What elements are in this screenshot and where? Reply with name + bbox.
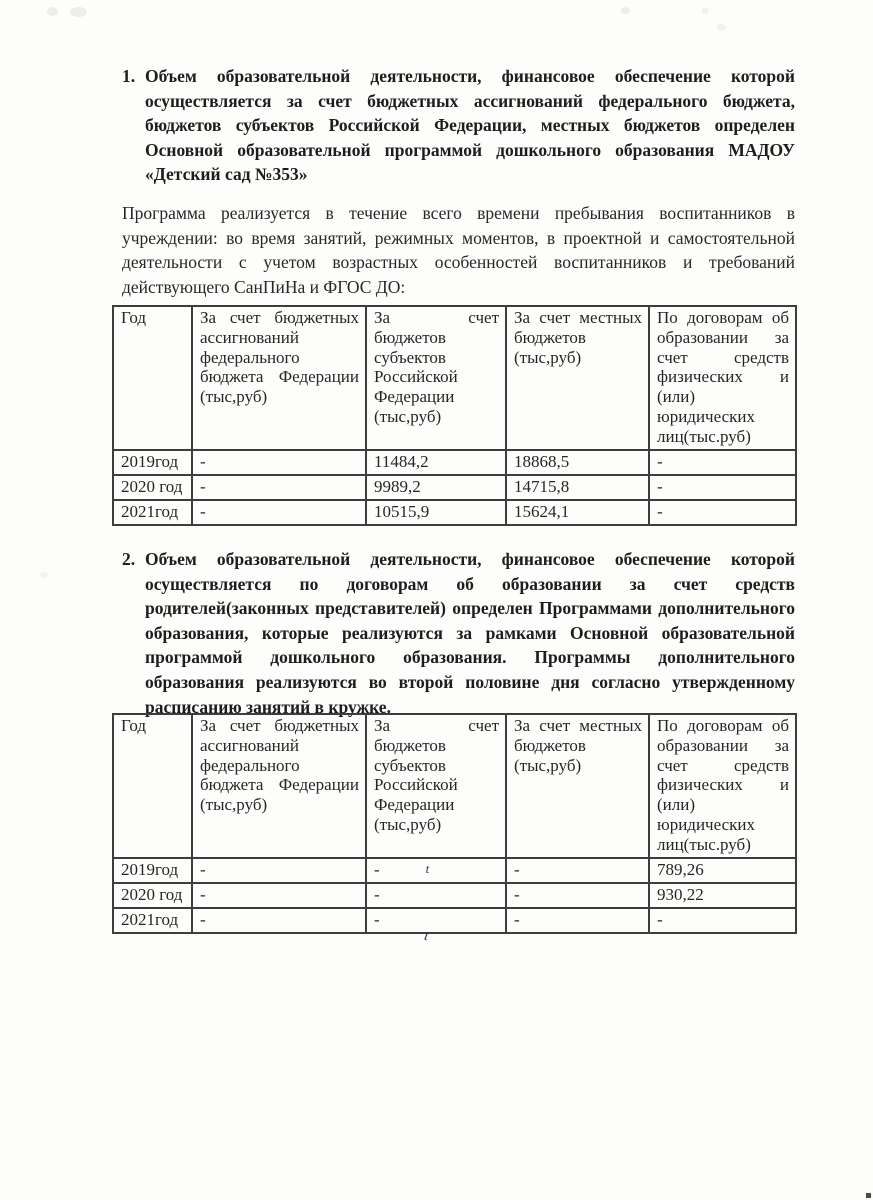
table-cell: -: [366, 908, 506, 933]
ink-mark: ι: [422, 927, 430, 945]
table-row: [113, 475, 796, 500]
scan-smudge: [40, 572, 48, 578]
column-header-contract-funds: По договорам об образовании за счет средств физических и (или) юридических лиц(тыс.руб): [649, 714, 796, 858]
scan-smudge: [702, 8, 709, 14]
column-header-federal-budget: За счет бюджетных ассигнований федерального бюджета Федерации (тыс,руб): [192, 306, 366, 450]
column-header-contract-funds: По договорам об образовании за счет средств физических и (или) юридических лиц(тыс.руб): [649, 306, 796, 450]
table-cell: -: [192, 858, 366, 883]
table-cell: -: [192, 475, 366, 500]
table-cell: -: [506, 908, 649, 933]
numbered-paragraph-1: [122, 64, 795, 187]
table-cell: -: [506, 883, 649, 908]
column-header-year: Год: [113, 714, 192, 858]
scan-corner-artifact: [866, 1193, 871, 1198]
table-row: [113, 858, 796, 883]
table-cell: -: [192, 500, 366, 525]
table-row: [113, 500, 796, 525]
year-cell: 2020 год: [113, 475, 192, 500]
table-cell: -: [506, 858, 649, 883]
table-cell: -: [192, 908, 366, 933]
paragraph-number: 2.: [122, 549, 136, 569]
table-row: [113, 883, 796, 908]
table-cell: 14715,8: [506, 475, 649, 500]
paragraph-text: Объем образовательной деятельности, финансовое обеспечение которой осуществляется за счет бюджетных ассигнований федерального бюджета, бюджетов субъектов Российской Федерации, местных бюджетов определен Основной образовательной программой дошкольного образования МАДОУ «Детский сад №353»: [145, 66, 795, 185]
table-header-row: [113, 714, 796, 858]
numbered-paragraph-2: [122, 547, 795, 719]
table-cell: -: [192, 450, 366, 475]
scan-smudge: [70, 7, 87, 17]
column-header-federal-budget: За счет бюджетных ассигнований федерального бюджета Федерации (тыс,руб): [192, 714, 366, 858]
table-row: [113, 450, 796, 475]
table-cell: -: [649, 500, 796, 525]
intro-paragraph: Программа реализуется в течение всего времени пребывания воспитанников в учреждении: во время занятий, режимных моментов, в проектной и самостоятельной деятельности с учетом возрастных особенностей воспитанников и требований действующего СанПиНа и ФГОС ДО:: [122, 203, 795, 297]
year-cell: 2020 год: [113, 883, 192, 908]
column-header-local-budget: За счет местных бюджетов (тыс,руб): [506, 714, 649, 858]
table-cell: 15624,1: [506, 500, 649, 525]
table-cell: 9989,2: [366, 475, 506, 500]
table-cell: -: [649, 908, 796, 933]
column-header-regional-budget: За счет бюджетов субъектов Российской Федерации (тыс,руб): [366, 306, 506, 450]
table-row: [113, 908, 796, 933]
table-cell: 789,26: [649, 858, 796, 883]
paragraph-number: 1.: [122, 66, 136, 86]
paragraph-text: Объем образовательной деятельности, финансовое обеспечение которой осуществляется по договорам об образовании за счет средств родителей(законных представителей) определен Программами дополнительного образования, которые реализуются за рамками Основной образовательной программой дошкольного образования. Программы дополнительного образования реализуются во второй половине дня согласно утвержденному расписанию занятий в кружке.: [145, 549, 795, 717]
column-header-local-budget: За счет местных бюджетов (тыс,руб): [506, 306, 649, 450]
funding-table-2: [112, 713, 797, 934]
table-cell: 10515,9: [366, 500, 506, 525]
scan-smudge: [47, 7, 58, 16]
table-cell: -: [192, 883, 366, 908]
column-header-regional-budget: За счет бюджетов субъектов Российской Федерации (тыс,руб): [366, 714, 506, 858]
table-cell: -: [649, 475, 796, 500]
table-cell: -: [649, 450, 796, 475]
table-cell: 930,22: [649, 883, 796, 908]
column-header-year: Год: [113, 306, 192, 450]
funding-table-1: [112, 305, 797, 526]
table-cell: 18868,5: [506, 450, 649, 475]
year-cell: 2019год: [113, 858, 192, 883]
year-cell: 2021год: [113, 500, 192, 525]
scan-smudge: [621, 7, 630, 14]
table-header-row: [113, 306, 796, 450]
year-cell: 2021год: [113, 908, 192, 933]
year-cell: 2019год: [113, 450, 192, 475]
cell-value: -: [374, 859, 380, 879]
table-cell: [366, 858, 506, 883]
table-cell: 11484,2: [366, 450, 506, 475]
ink-mark: t: [425, 860, 430, 876]
table-cell: -: [366, 883, 506, 908]
scan-smudge: [717, 24, 726, 31]
